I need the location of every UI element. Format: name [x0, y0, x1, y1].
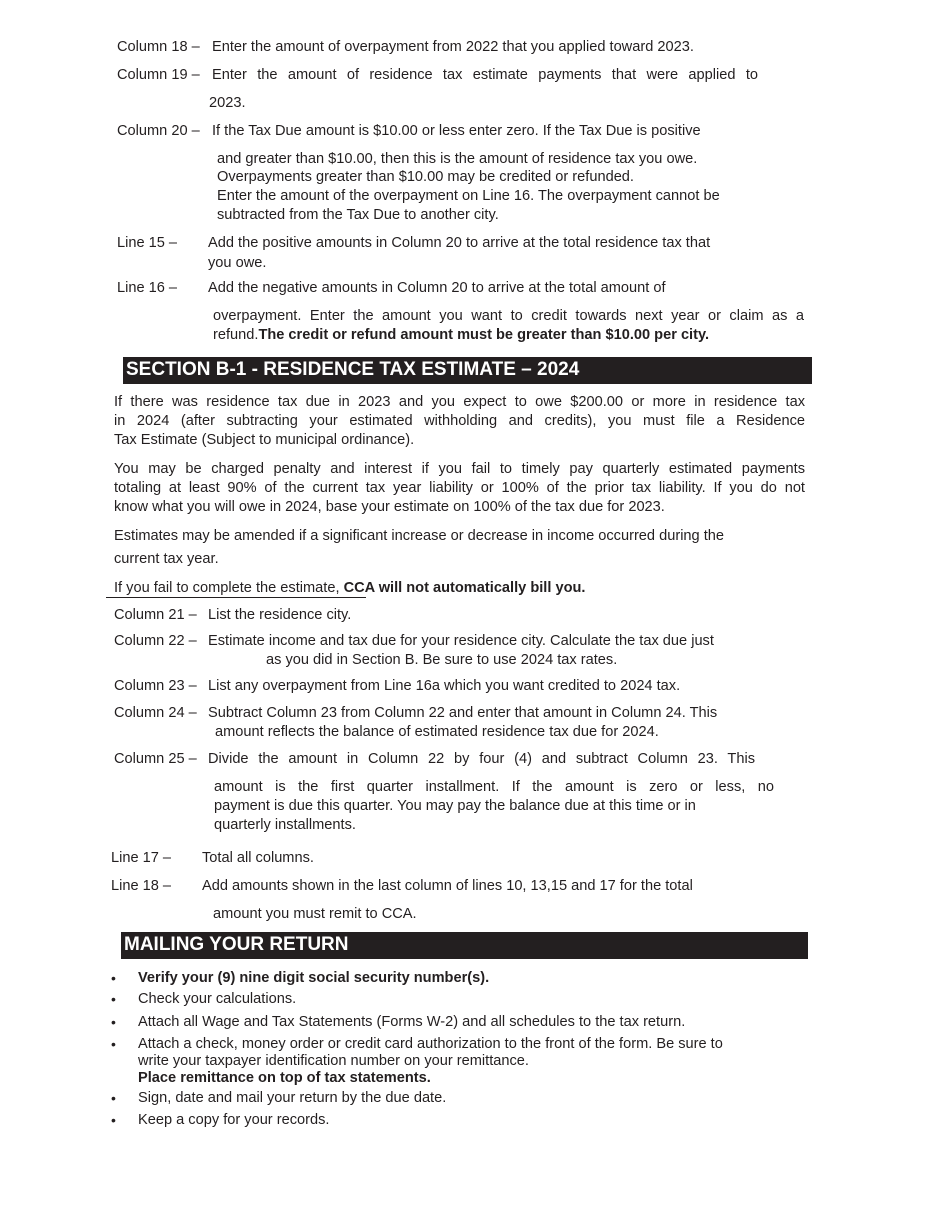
mailing-item-2: Check your calculations.	[138, 991, 297, 1007]
line-16-bold-notice: The credit or refund amount must be greater than $10.00 per city.	[258, 327, 710, 343]
line-16-text-3	[213, 327, 709, 344]
b1-para3-line2: current tax year.	[114, 551, 219, 567]
mailing-item-1: Verify your (9) nine digit social security number(s).	[138, 970, 490, 986]
b1-para1-line1: If there was residence tax due in 2023 and you expect to owe $200.00 or more in residence tax	[114, 394, 805, 410]
column-22-label: Column 22 –	[114, 633, 197, 649]
column-20-text-4: Enter the amount of the overpayment on Line 16. The overpayment cannot be	[217, 188, 720, 204]
column-25-label: Column 25 –	[114, 751, 197, 767]
column-25-text: Divide the amount in Column 22 by four (4) and subtract Column 23. This	[208, 751, 755, 767]
column-19-text-cont: 2023.	[209, 95, 246, 111]
bullet-marker: •	[111, 1014, 116, 1030]
column-22-text: Estimate income and tax due for your residence city. Calculate the tax due just	[208, 633, 714, 649]
b1-para1-line2: in 2024 (after subtracting your estimated withholding and credits), you must file a Residence	[114, 413, 805, 429]
line-17-text: Total all columns.	[202, 850, 314, 866]
mailing-header: MAILING YOUR RETURN	[121, 932, 808, 959]
column-18-label: Column 18 –	[117, 39, 200, 55]
mailing-item-3: Attach all Wage and Tax Statements (Forms W-2) and all schedules to the tax return.	[138, 1014, 686, 1030]
estimate-notice-plain: If you fail to complete the estimate,	[114, 580, 344, 596]
b1-para2-line2: totaling at least 90% of the current tax year liability or 100% of the prior tax liability. If you do not	[114, 480, 805, 496]
column-23-text: List any overpayment from Line 16a which you want credited to 2024 tax.	[208, 678, 681, 694]
b1-para1-line3: Tax Estimate (Subject to municipal ordinance).	[114, 432, 415, 448]
column-20-label: Column 20 –	[117, 123, 200, 139]
line-16-text: Add the negative amounts in Column 20 to arrive at the total amount of	[208, 280, 666, 296]
bullet-marker: •	[111, 1090, 116, 1106]
line-15-text-cont: you owe.	[208, 255, 267, 271]
column-20-text: If the Tax Due amount is $10.00 or less enter zero. If the Tax Due is positive	[212, 123, 701, 139]
estimate-notice	[114, 580, 585, 597]
column-24-text: Subtract Column 23 from Column 22 and enter that amount in Column 24. This	[208, 705, 718, 721]
line-18-label: Line 18 –	[111, 878, 172, 894]
b1-para2-line3: know what you will owe in 2024, base your estimate on 100% of the tax due for 2023.	[114, 499, 665, 515]
mailing-item-4-bold: Place remittance on top of tax statements.	[138, 1070, 431, 1086]
column-18-text: Enter the amount of overpayment from 2022 that you applied toward 2023.	[212, 39, 694, 55]
column-19-text: Enter the amount of residence tax estimate payments that were applied to	[212, 67, 758, 83]
section-b1-header: SECTION B-1 - RESIDENCE TAX ESTIMATE – 2024	[123, 357, 812, 384]
mailing-item-6: Keep a copy for your records.	[138, 1112, 330, 1128]
column-25-text-2: amount is the first quarter installment. If the amount is zero or less, no	[214, 779, 774, 795]
line-16-label: Line 16 –	[117, 280, 178, 296]
line-15-text: Add the positive amounts in Column 20 to arrive at the total residence tax that	[208, 235, 711, 251]
notice-underline	[106, 597, 366, 598]
b1-para2-line1: You may be charged penalty and interest if you fail to timely pay quarterly estimated payments	[114, 461, 805, 477]
column-24-text-cont: amount reflects the balance of estimated residence tax due for 2024.	[215, 724, 659, 740]
line-18-text: Add amounts shown in the last column of lines 10, 13,15 and 17 for the total	[202, 878, 693, 894]
line-15-label: Line 15 –	[117, 235, 178, 251]
column-19-label: Column 19 –	[117, 67, 200, 83]
bullet-marker: •	[111, 1036, 116, 1052]
column-20-text-3: Overpayments greater than $10.00 may be credited or refunded.	[217, 169, 634, 185]
column-23-label: Column 23 –	[114, 678, 197, 694]
line-18-text-cont: amount you must remit to CCA.	[213, 906, 417, 922]
mailing-item-5: Sign, date and mail your return by the due date.	[138, 1090, 447, 1106]
bullet-marker: •	[111, 1112, 116, 1128]
column-24-label: Column 24 –	[114, 705, 197, 721]
line-16-refund: refund.	[213, 327, 259, 343]
column-20-text-2: and greater than $10.00, then this is the amount of residence tax you owe.	[217, 151, 698, 167]
bullet-marker: •	[111, 991, 116, 1007]
line-16-text-2: overpayment. Enter the amount you want to credit towards next year or claim as a	[213, 308, 804, 324]
estimate-notice-bold: CCA will not automatically bill you.	[343, 580, 586, 596]
column-21-label: Column 21 –	[114, 607, 197, 623]
column-21-text: List the residence city.	[208, 607, 352, 623]
column-25-text-3: payment is due this quarter. You may pay the balance due at this time or in	[214, 798, 696, 814]
column-22-text-cont: as you did in Section B. Be sure to use 2024 tax rates.	[266, 652, 618, 668]
bullet-marker: •	[111, 970, 116, 986]
mailing-item-4-cont: write your taxpayer identification number on your remittance.	[138, 1053, 529, 1069]
line-17-label: Line 17 –	[111, 850, 172, 866]
mailing-item-4: Attach a check, money order or credit card authorization to the front of the form. Be sure to	[138, 1036, 723, 1052]
column-25-text-4: quarterly installments.	[214, 817, 356, 833]
b1-para3-line1: Estimates may be amended if a significant increase or decrease in income occurred during the	[114, 528, 725, 544]
column-20-text-5: subtracted from the Tax Due to another city.	[217, 207, 499, 223]
